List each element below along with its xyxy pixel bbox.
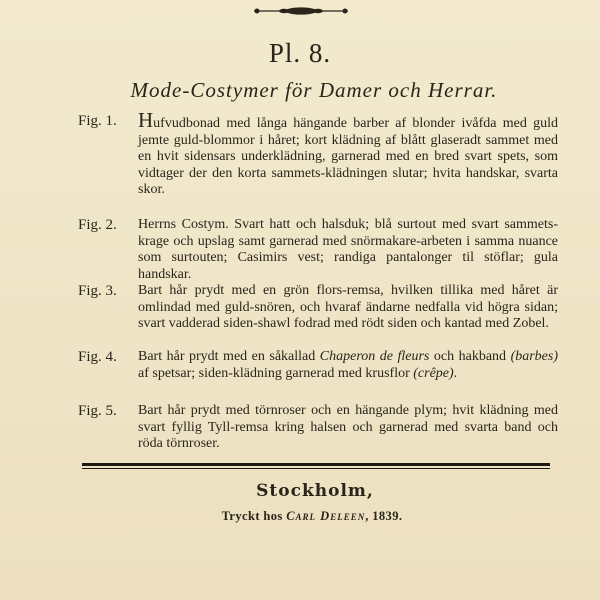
plate-number: Pl. 8. (268, 38, 332, 68)
figure-text: Bart hår prydt med törnroser och en hängande plym; hvit klädning med svart fyllig Tyll-remsa kring halsen och garnerad med svarta band och röda törnroser. (138, 403, 558, 452)
page-title: Mode-Costymer för Damer och Herrar. (130, 78, 498, 102)
figure-text: Herrns Costym. Svart hatt och halsduk; blå surtout med svart sammets-krage och upslag samt garnerad med snörmakare-arbeten i samma nuance som surtouten; Casimirs vest; randiga pantalonger til stöflar; gula handskar. (138, 217, 558, 282)
divider-rule-thick (82, 463, 550, 466)
printer-name: Carl Deleen (286, 509, 366, 523)
figure-label: Fig. 1. (78, 113, 117, 129)
imprint-line (0, 509, 600, 524)
figure-label: Fig. 4. (78, 349, 117, 365)
imprint-year: , 1839. (365, 509, 403, 523)
figure-label: Fig. 5. (78, 403, 117, 419)
imprint-prefix: Tryckt hos (221, 509, 287, 523)
ornament-divider-icon (254, 4, 348, 18)
drop-cap: H (138, 108, 154, 132)
figure-text: Bart hår prydt med en grön flors-remsa, hvilken tillika med håret är omlindad med guld-snören, och hvaraf ändarne nedfalla vid högra sidan; svart vadderad siden-shawl fodrad med rödt siden och kantad med Zobel. (138, 283, 558, 332)
figure-description (138, 108, 558, 199)
divider-rule-thin (82, 468, 550, 469)
figure-text: och hakband (429, 349, 511, 364)
figure-text-italic: (barbes) (510, 349, 558, 364)
figure-description (138, 283, 558, 333)
figure-text: ufvudbonad med långa hängande barber af blonder ivåfda med guld jemte guld-blommor i håret; kort klädning af blått glaseradt sammet med en hvit sidensars underklädning, garnerad med en bred svart spets, som vidtager der den korta sammets-klädningen slutar; hvita handskar, svarta skor. (138, 116, 558, 198)
imprint-city: Stockholm, (256, 481, 374, 501)
figure-text: . (453, 365, 458, 381)
figure-text: af spetsar; siden-klädning garnerad med krusflor (138, 365, 414, 381)
figure-text: Bart hår prydt med en såkallad (138, 349, 320, 364)
figure-text-italic: (crêpe) (413, 365, 454, 381)
figure-label: Fig. 3. (78, 283, 117, 299)
figure-text-italic: Chaperon de fleurs (319, 349, 430, 364)
figure-description (138, 217, 558, 283)
figure-description (138, 349, 558, 382)
figure-label: Fig. 2. (78, 217, 117, 233)
figure-description (138, 403, 558, 453)
